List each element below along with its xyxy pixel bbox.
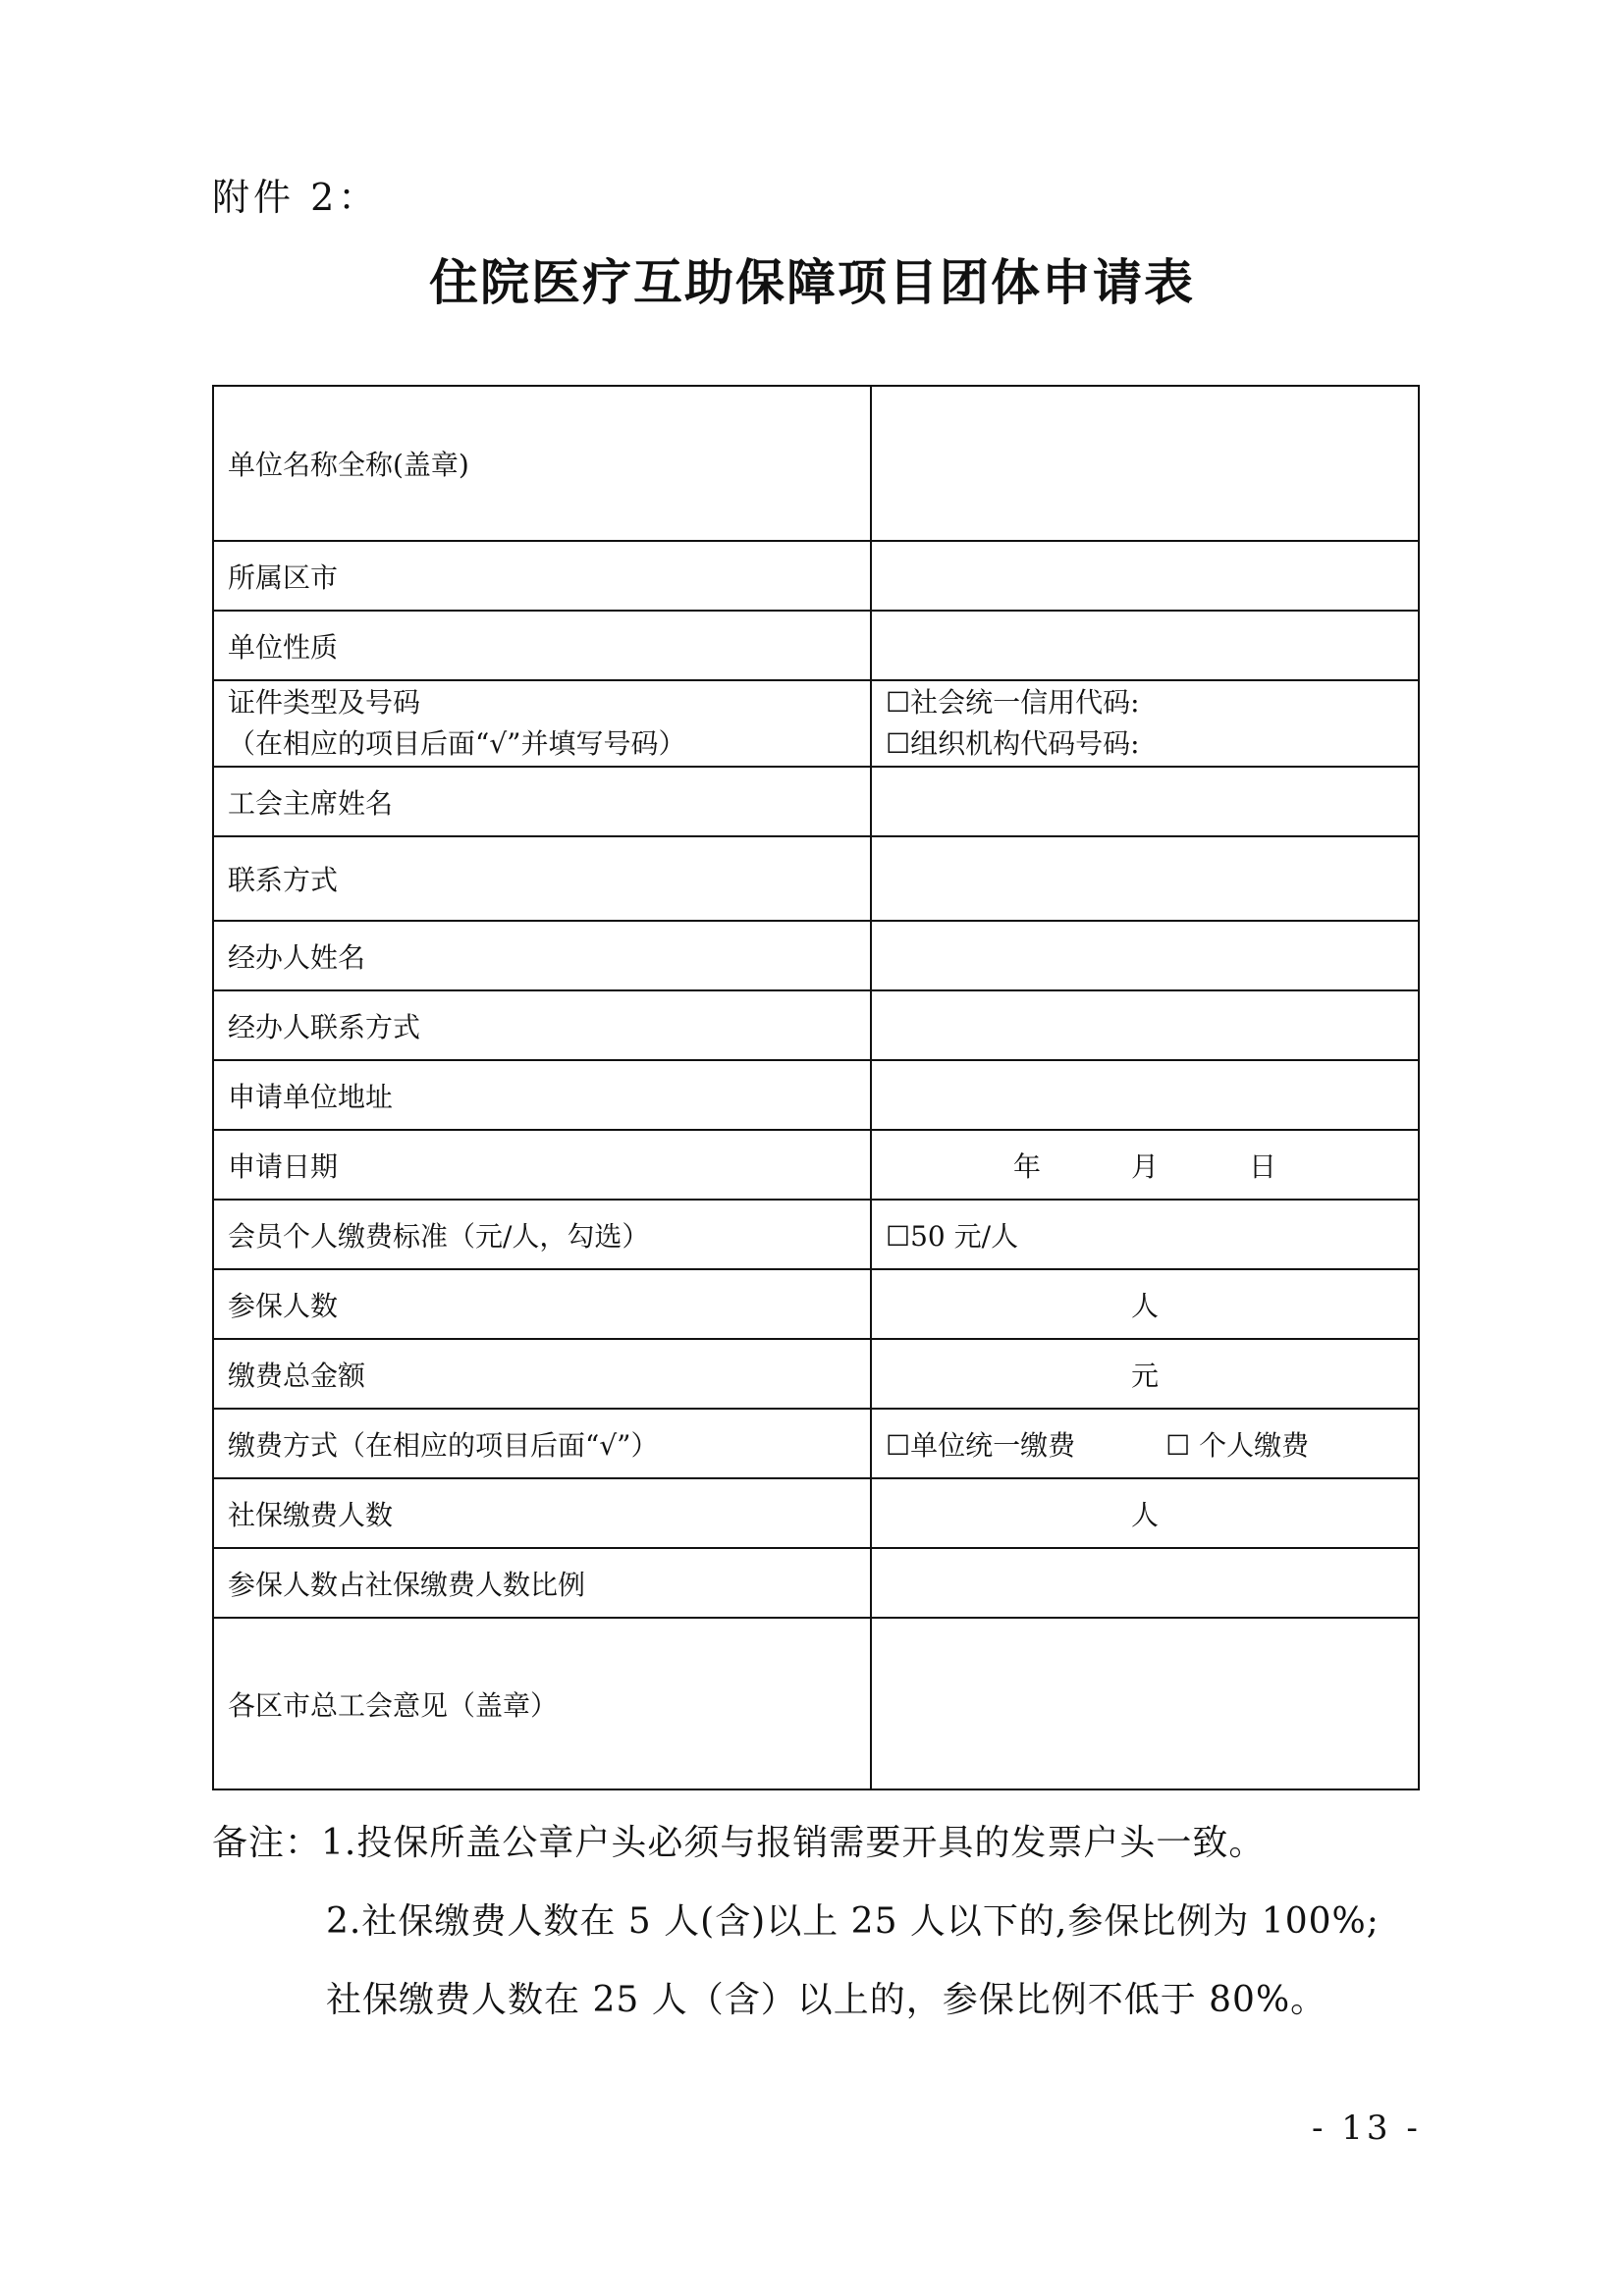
fee-50-checkbox[interactable]: ☐50 元/人	[871, 1200, 1419, 1269]
row-union-chair	[213, 767, 1419, 836]
contact-field[interactable]	[871, 836, 1419, 921]
unified-payment-checkbox[interactable]: ☐单位统一缴费	[886, 1428, 1076, 1462]
row-unit-nature	[213, 611, 1419, 680]
date-field[interactable]	[871, 1130, 1419, 1200]
row-handler-name	[213, 921, 1419, 990]
ratio-label: 参保人数占社保缴费人数比例	[213, 1548, 871, 1618]
district-opinion-field[interactable]	[871, 1618, 1419, 1789]
certificate-label-cell	[213, 680, 871, 767]
row-total-amount	[213, 1339, 1419, 1409]
form-title: 住院医疗互助保障项目团体申请表	[429, 254, 1195, 311]
unit-name-field[interactable]	[871, 386, 1419, 541]
address-field[interactable]	[871, 1060, 1419, 1130]
date-year: 年	[1012, 1149, 1041, 1183]
contact-label: 联系方式	[213, 836, 871, 921]
social-count-label: 社保缴费人数	[213, 1478, 871, 1548]
unit-nature-label: 单位性质	[213, 611, 871, 680]
note-line-2: 2.社保缴费人数在 5 人(含)以上 25 人以下的,参保比例为 100%;	[326, 1901, 1380, 1942]
row-contact	[213, 836, 1419, 921]
total-amount-field[interactable]: 元	[871, 1339, 1419, 1409]
address-label: 申请单位地址	[213, 1060, 871, 1130]
district-label: 所属区市	[213, 541, 871, 611]
unit-name-label: 单位名称全称(盖章)	[213, 386, 871, 541]
application-form-table	[212, 385, 1420, 1790]
row-unit-name	[213, 386, 1419, 541]
union-chair-field[interactable]	[871, 767, 1419, 836]
handler-contact-label: 经办人联系方式	[213, 990, 871, 1060]
row-date	[213, 1130, 1419, 1200]
handler-name-label: 经办人姓名	[213, 921, 871, 990]
total-amount-label: 缴费总金额	[213, 1339, 871, 1409]
note-line-3: 社保缴费人数在 25 人（含）以上的，参保比例不低于 80%。	[326, 1980, 1327, 2020]
district-field[interactable]	[871, 541, 1419, 611]
credit-code-checkbox[interactable]: ☐社会统一信用代码:	[886, 686, 1140, 719]
row-district-opinion	[213, 1618, 1419, 1789]
row-certificate	[213, 680, 1419, 767]
certificate-options-cell	[871, 680, 1419, 767]
payment-method-label: 缴费方式（在相应的项目后面“√”）	[213, 1409, 871, 1478]
social-count-field[interactable]: 人	[871, 1478, 1419, 1548]
individual-payment-checkbox[interactable]: ☐ 个人缴费	[1165, 1428, 1310, 1462]
row-ratio	[213, 1548, 1419, 1618]
page-number: - 13 -	[1312, 2109, 1422, 2148]
row-social-count	[213, 1478, 1419, 1548]
district-opinion-label: 各区市总工会意见（盖章）	[213, 1618, 871, 1789]
handler-contact-field[interactable]	[871, 990, 1419, 1060]
certificate-label: 证件类型及号码	[228, 686, 421, 719]
notes	[212, 1804, 1380, 2040]
row-handler-contact	[213, 990, 1419, 1060]
insured-count-label: 参保人数	[213, 1269, 871, 1339]
union-chair-label: 工会主席姓名	[213, 767, 871, 836]
row-fee-standard	[213, 1200, 1419, 1269]
row-payment-method	[213, 1409, 1419, 1478]
insured-count-field[interactable]: 人	[871, 1269, 1419, 1339]
date-month: 月	[1130, 1149, 1159, 1183]
date-day: 日	[1249, 1149, 1277, 1183]
date-label: 申请日期	[213, 1130, 871, 1200]
fee-standard-label: 会员个人缴费标准（元/人，勾选）	[213, 1200, 871, 1269]
payment-method-cell	[871, 1409, 1419, 1478]
row-district	[213, 541, 1419, 611]
unit-nature-field[interactable]	[871, 611, 1419, 680]
attachment-label: 附件 2：	[212, 176, 380, 219]
certificate-instruction: （在相应的项目后面“√”并填写号码）	[228, 727, 686, 760]
note-line-1: 备注：1.投保所盖公章户头必须与报销需要开具的发票户头一致。	[212, 1823, 1266, 1863]
row-address	[213, 1060, 1419, 1130]
ratio-field[interactable]	[871, 1548, 1419, 1618]
row-insured-count	[213, 1269, 1419, 1339]
org-code-checkbox[interactable]: ☐组织机构代码号码:	[886, 727, 1140, 760]
handler-name-field[interactable]	[871, 921, 1419, 990]
